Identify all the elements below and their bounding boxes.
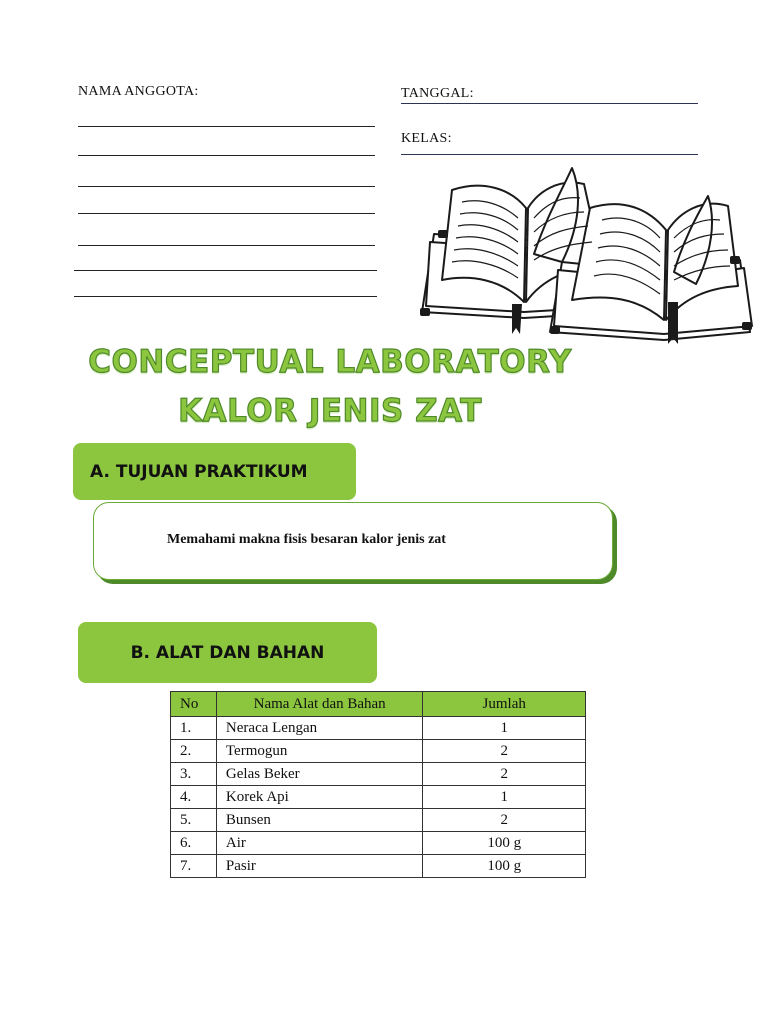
tools-table bbox=[170, 691, 586, 878]
column-header-jumlah: Jumlah bbox=[423, 692, 586, 717]
row-no: 5. bbox=[171, 809, 217, 832]
kelas-label: KELAS: bbox=[401, 131, 452, 146]
row-item: Gelas Beker bbox=[216, 763, 423, 786]
row-no: 7. bbox=[171, 855, 217, 878]
row-qty: 100 g bbox=[423, 855, 586, 878]
column-header-no: No bbox=[171, 692, 217, 717]
table-row bbox=[171, 717, 586, 740]
open-books-icon bbox=[412, 162, 757, 354]
row-item: Neraca Lengan bbox=[216, 717, 423, 740]
row-no: 1. bbox=[171, 717, 217, 740]
purpose-box bbox=[93, 502, 613, 580]
tanggal-label: TANGGAL: bbox=[401, 86, 474, 101]
column-header-nama: Nama Alat dan Bahan bbox=[216, 692, 423, 717]
member-line-6[interactable] bbox=[74, 270, 377, 271]
member-line-2[interactable] bbox=[78, 155, 375, 156]
tanggal-line[interactable] bbox=[401, 103, 698, 104]
row-qty: 1 bbox=[423, 786, 586, 809]
member-line-1[interactable] bbox=[78, 126, 375, 127]
table-row bbox=[171, 786, 586, 809]
table-row bbox=[171, 740, 586, 763]
row-qty: 2 bbox=[423, 740, 586, 763]
table-row bbox=[171, 855, 586, 878]
row-item: Pasir bbox=[216, 855, 423, 878]
row-no: 4. bbox=[171, 786, 217, 809]
row-no: 3. bbox=[171, 763, 217, 786]
row-qty: 1 bbox=[423, 717, 586, 740]
title-line-2: KALOR JENIS ZAT bbox=[178, 393, 482, 429]
member-line-5[interactable] bbox=[78, 245, 375, 246]
purpose-text: Memahami makna fisis besaran kalor jenis zat bbox=[167, 532, 446, 547]
member-line-3[interactable] bbox=[78, 186, 375, 187]
row-item: Bunsen bbox=[216, 809, 423, 832]
table-header-row bbox=[171, 692, 586, 717]
kelas-line[interactable] bbox=[401, 154, 698, 155]
section-a-heading: A. TUJUAN PRAKTIKUM bbox=[73, 443, 356, 500]
member-line-7[interactable] bbox=[74, 296, 377, 297]
row-item: Korek Api bbox=[216, 786, 423, 809]
table-row bbox=[171, 832, 586, 855]
nama-anggota-label: NAMA ANGGOTA: bbox=[78, 84, 199, 99]
row-no: 2. bbox=[171, 740, 217, 763]
member-line-4[interactable] bbox=[78, 213, 375, 214]
row-item: Air bbox=[216, 832, 423, 855]
title-line-1: CONCEPTUAL LABORATORY bbox=[88, 344, 572, 380]
row-qty: 2 bbox=[423, 809, 586, 832]
row-qty: 100 g bbox=[423, 832, 586, 855]
row-no: 6. bbox=[171, 832, 217, 855]
row-qty: 2 bbox=[423, 763, 586, 786]
section-b-heading: B. ALAT DAN BAHAN bbox=[78, 622, 377, 683]
table-row bbox=[171, 763, 586, 786]
row-item: Termogun bbox=[216, 740, 423, 763]
table-row bbox=[171, 809, 586, 832]
